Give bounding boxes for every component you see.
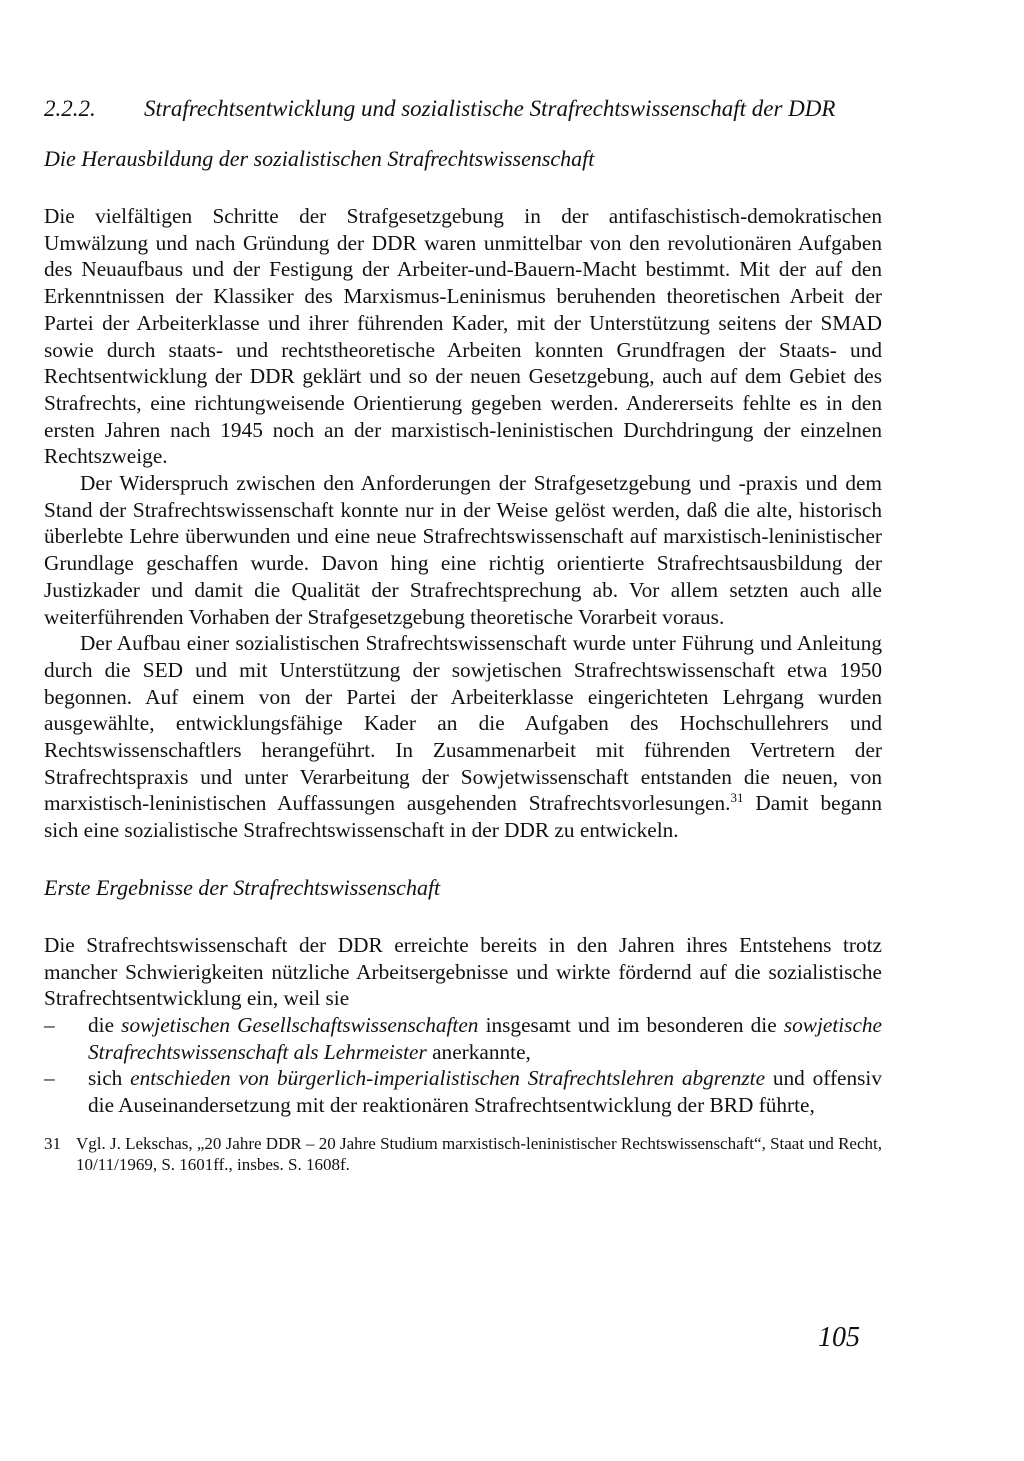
paragraph-text: Der Aufbau einer sozialistischen Strafrechtswissenschaft wurde unter Führung und Anleitung durch die SED und mit Unterstützung der sowjetischen Strafrechtswissenschaft etwa 1950 begonnen. Auf einem von der Partei der Arbeiterklasse eingerichteten Lehrgang wurden ausgewählte, entwicklungsfähige Kader an die Aufgaben des Hochschullehrers und Rechtswissenschaftlers herangeführt. In Zusammenarbeit mit führenden Vertretern der Strafrechtspraxis und unter Verarbeitung der Sowjetwissenschaft entstanden die neuen, von marxistisch-leninistischen Auffassungen ausgehenden Strafrechtsvorlesungen. [44,631,882,816]
bullet-list [44,1012,882,1119]
list-emphasis: entschieden von bürgerlich-imperialistischen Strafrechtslehren abgrenzte [130,1066,766,1091]
footnote-reference[interactable]: 31 [730,790,744,806]
list-text: anerkannte, [426,1039,531,1064]
list-item-text [88,1012,882,1065]
paragraph: Die Strafrechtswissenschaft der DDR erreichte bereits in den Jahren ihres Entstehens trotz mancher Schwierigkeiten nützliche Arbeitsergebnisse und wirkte fördernd auf die sozialistische Strafrechtsentwicklung ein, weil sie [44,932,882,1011]
list-text: sich [88,1066,131,1091]
paragraph: Die vielfältigen Schritte der Strafgesetzgebung in der antifaschistisch-demokratischen Umwälzung und nach Gründung der DDR waren unmittelbar von den revolutionären Aufgaben des Neuaufbaus und der Festigung der Arbeiter-und-Bauern-Macht bestimmt. Mit der auf den Erkenntnissen der Klassiker des Marxismus-Leninismus beruhenden theoretischen Arbeit der Partei der Arbeiterklasse und ihrer führenden Kader, mit der Unterstützung seitens der SMAD sowie durch staats- und rechtstheoretische Arbeiten konnten Grundfragen der Staats- und Rechtsentwicklung der DDR geklärt und so der neuen Gesetzgebung, auch auf dem Gebiet des Strafrechts, eine richtungweisende Orientierung gegeben werden. Andererseits fehlte es in den ersten Jahren nach 1945 noch an der marxistisch-leninistischen Durchdringung der einzelnen Rechtszweige. [44,204,882,469]
subheading-erste-ergebnisse: Erste Ergebnisse der Strafrechtswissenschaft [44,874,441,900]
list-text: die [88,1012,122,1037]
list-text: und offensiv die Auseinandersetzung mit der reaktionären Strafrechtsentwicklung der BRD führte, [88,1066,882,1118]
dash-bullet: – [44,1066,55,1091]
list-text: insgesamt und im besonderen die [478,1012,784,1037]
list-emphasis: sowjetischen Gesellschaftswissenschaften [121,1012,479,1037]
footnote-number: 31 [44,1133,61,1153]
section-heading [44,94,882,123]
paragraph-text-continued: Damit begann sich eine sozialistische Strafrechtswissenschaft in der DDR zu entwickeln. [44,791,882,843]
footnote [44,1133,882,1175]
page-number: 105 [818,1322,860,1353]
page-content [44,94,882,1175]
list-item-text [88,1065,882,1118]
list-emphasis: sowjetische Strafrechtswissenschaft als Lehrmeister [88,1012,882,1064]
list-item [44,1065,882,1118]
section-title: Strafrechtsentwicklung und sozialistische Strafrechtswissenschaft der DDR [144,96,836,121]
subheading-herausbildung: Die Herausbildung der sozialistischen Strafrechtswissenschaft [44,146,595,171]
footnote-text: Vgl. J. Lekschas, „20 Jahre DDR – 20 Jahre Studium marxistisch-leninistischer Rechtswissenschaft“, Staat und Recht, 10/11/1969, S. 1601ff., insbes. S. 1608f. [76,1133,882,1174]
list-item [44,1012,882,1065]
section-number: 2.2.2. [44,96,96,121]
paragraph: Der Widerspruch zwischen den Anforderungen der Strafgesetzgebung und -praxis und dem Stand der Strafrechtswissenschaft konnte nur in der Weise gelöst werden, daß die alte, historisch überlebte Lehre überwunden und eine neue Strafrechtswissenschaft auf marxistisch-leninistischer Grundlage geschaffen wurde. Davon hing eine richtig orientierte Strafrechtsausbildung der Justizkader und damit die Qualität der Strafrechtsprechung ab. Vor allem setzten auch alle weiterführenden Vorhaben der Strafgesetzgebung theoretische Vorarbeit voraus. [44,471,882,629]
paragraph [44,630,882,844]
dash-bullet: – [44,1012,55,1037]
